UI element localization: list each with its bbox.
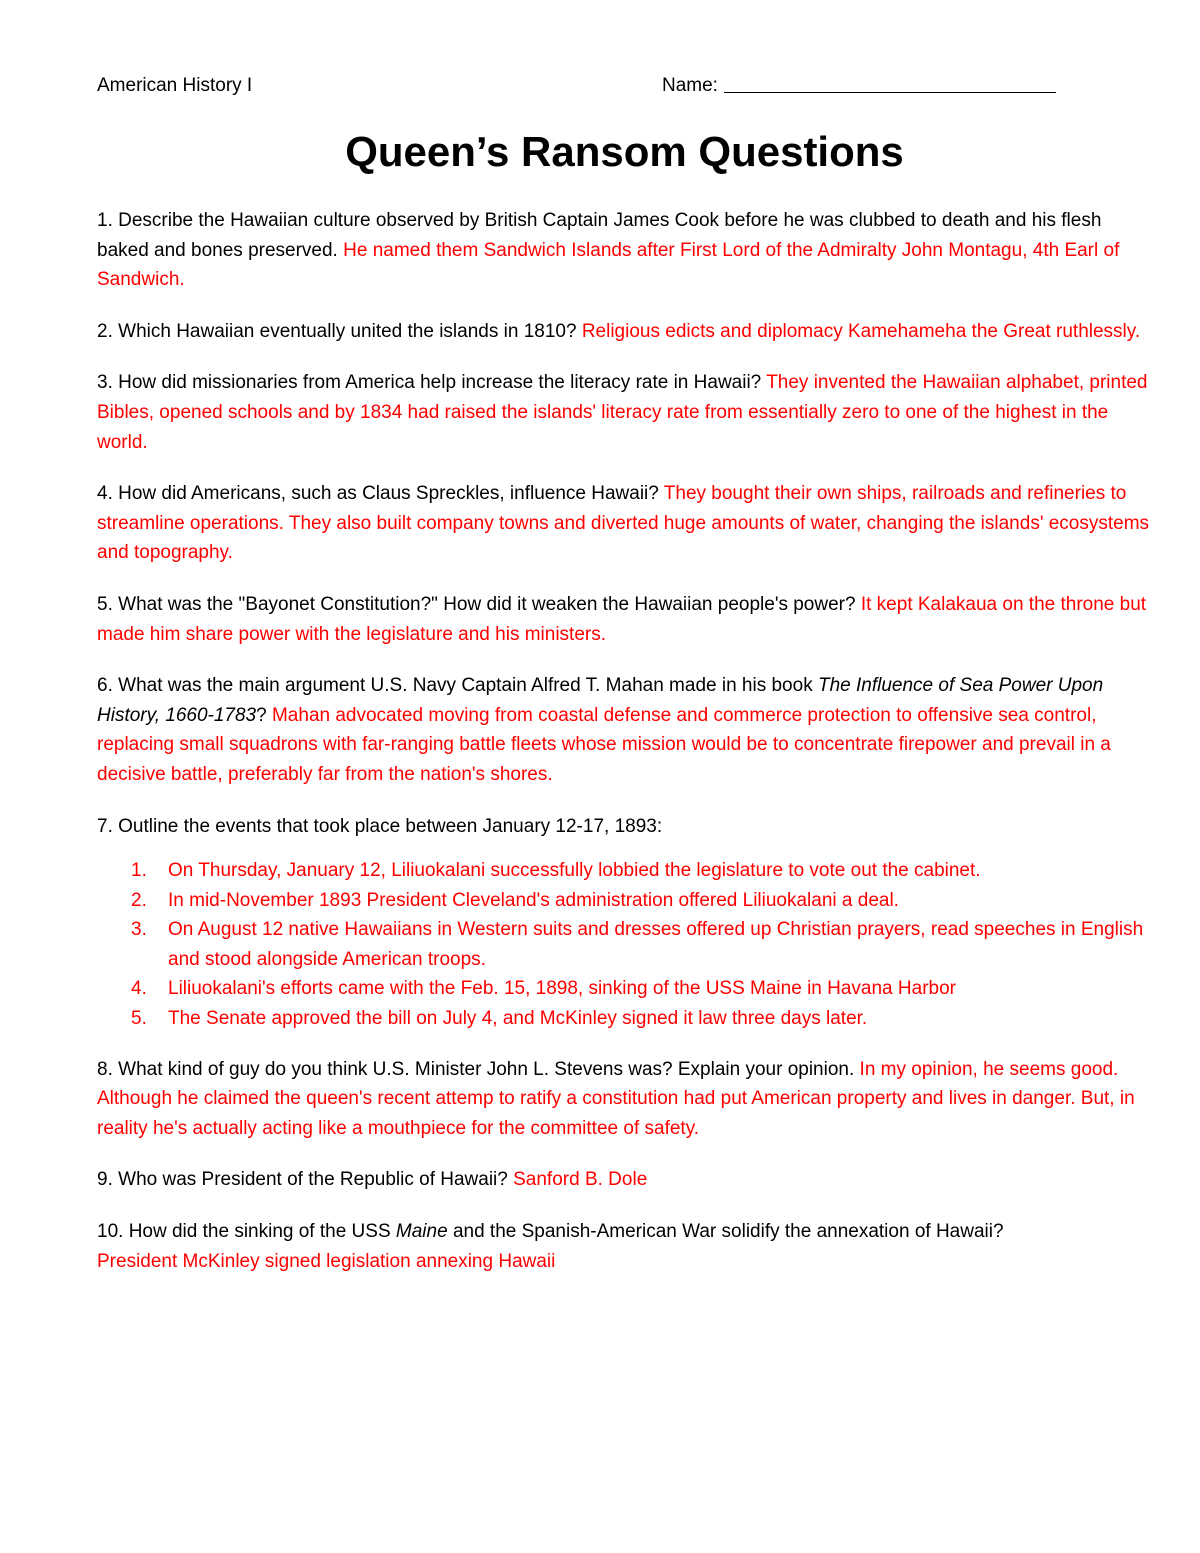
question-number: 2. xyxy=(97,320,113,342)
answer-text: He named them Sandwich Islands after First Lord of the Admiralty John Montagu, 4th Earl of Sandwich. xyxy=(97,239,1120,291)
course-name: American History I xyxy=(97,75,253,96)
list-item-text: On August 12 native Hawaiians in Western suits and dresses offered up Christian prayers, read speeches in English and stood alongside American troops. xyxy=(168,919,1144,970)
question-number: 1. xyxy=(97,210,113,231)
question-8 xyxy=(97,1055,1152,1144)
question-2 xyxy=(97,317,1152,347)
question-text: What kind of guy do you think U.S. Minister John L. Stevens was? Explain your opinion. xyxy=(118,1058,855,1080)
list-item-number: 2. xyxy=(131,889,147,911)
list-item-number: 4. xyxy=(131,978,147,1000)
list-item xyxy=(97,915,1152,974)
question-number: 7. xyxy=(97,815,113,837)
list-item xyxy=(97,1004,1152,1034)
list-item-text: The Senate approved the bill on July 4, and McKinley signed it law three days later. xyxy=(168,1008,868,1030)
question-number: 10. xyxy=(97,1221,124,1243)
question-1 xyxy=(97,206,1152,295)
name-label: Name: xyxy=(662,75,718,96)
question-number: 8. xyxy=(97,1058,113,1080)
list-item xyxy=(97,886,1152,916)
question-number: 4. xyxy=(97,483,113,505)
list-item xyxy=(97,856,1152,886)
answer-text: President McKinley signed legislation annexing Hawaii xyxy=(97,1250,556,1272)
question-text: Who was President of the Republic of Hawaii? xyxy=(118,1169,508,1191)
answer-text: Mahan advocated moving from coastal defense and commerce protection to offensive sea control, replacing small squadrons with far-ranging battle fleets whose mission would be to concentrate firepower and prevail in a decisive battle, preferably far from the nation's shores. xyxy=(97,704,1111,785)
question-text: What was the main argument U.S. Navy Captain Alfred T. Mahan made in his book xyxy=(118,675,813,697)
page-title: Queen’s Ransom Questions xyxy=(345,128,904,175)
question-10 xyxy=(97,1217,1152,1276)
answer-text: They bought their own ships, railroads and refineries to streamline operations. They also built company towns and diverted huge amounts of water, changing the islands' ecosystems and topography. xyxy=(97,483,1150,564)
question-number: 3. xyxy=(97,372,113,394)
list-item-number: 1. xyxy=(131,860,147,882)
question-text: What was the "Bayonet Constitution?" How did it weaken the Hawaiian people's power? xyxy=(118,593,856,615)
question-number: 9. xyxy=(97,1169,113,1191)
question-9 xyxy=(97,1165,1152,1195)
ship-name: Maine xyxy=(395,1221,448,1243)
answer-text: In my opinion, he seems good. Although he claimed the queen's recent attemp to ratify a constitution had put American property and lives in danger. But, in reality he's actually acting like a mouthpiece for the committee of safety. xyxy=(97,1058,1135,1139)
question-text: Outline the events that took place between January 12-17, 1893: xyxy=(118,815,663,837)
list-item xyxy=(97,974,1152,1004)
question-7 xyxy=(97,812,1152,842)
question-5 xyxy=(97,590,1152,649)
question-text: How did Americans, such as Claus Spreckles, influence Hawaii? xyxy=(118,483,659,505)
question-number: 5. xyxy=(97,593,113,615)
answer-text: Sanford B. Dole xyxy=(513,1169,648,1191)
question-text: Which Hawaiian eventually united the islands in 1810? xyxy=(118,320,577,342)
answer-text: It kept Kalakaua on the throne but made him share power with the legislature and his ministers. xyxy=(97,593,1147,645)
list-item-text: On Thursday, January 12, Liliuokalani successfully lobbied the legislature to vote out the cabinet. xyxy=(168,860,981,882)
question-text: How did the sinking of the USS xyxy=(128,1221,391,1243)
list-item-number: 3. xyxy=(131,919,147,941)
answer-text: Religious edicts and diplomacy Kamehameha the Great ruthlessly. xyxy=(581,320,1141,342)
questions-list xyxy=(97,206,1152,1276)
name-field xyxy=(662,70,1056,102)
question-text: How did missionaries from America help increase the literacy rate in Hawaii? xyxy=(118,372,762,394)
list-item-text: Liliuokalani's efforts came with the Feb. 15, 1898, sinking of the USS Maine in Havana Harbor xyxy=(168,978,956,1000)
events-list xyxy=(97,856,1152,1034)
question-suffix: ? xyxy=(256,704,267,726)
list-item-text: In mid-November 1893 President Cleveland's administration offered Liliuokalani a deal. xyxy=(168,889,899,911)
worksheet-page xyxy=(97,70,1152,1298)
question-suffix: and the Spanish-American War solidify the annexation of Hawaii? xyxy=(452,1221,1004,1243)
name-blank-line xyxy=(724,70,1056,93)
book-title: The Influence of Sea Power Upon History, 1660-1783 xyxy=(97,675,1104,726)
question-number: 6. xyxy=(97,675,113,697)
question-6 xyxy=(97,671,1152,789)
list-item-number: 5. xyxy=(131,1008,147,1030)
header xyxy=(97,70,1152,102)
answer-text: They invented the Hawaiian alphabet, printed Bibles, opened schools and by 1834 had raised the islands' literacy rate from essentially zero to one of the highest in the world. xyxy=(97,372,1148,453)
question-3 xyxy=(97,368,1152,457)
question-4 xyxy=(97,479,1152,568)
question-text: Describe the Hawaiian culture observed by British Captain James Cook before he was clubbed to death and his flesh baked and bones preserved. xyxy=(97,210,1102,261)
